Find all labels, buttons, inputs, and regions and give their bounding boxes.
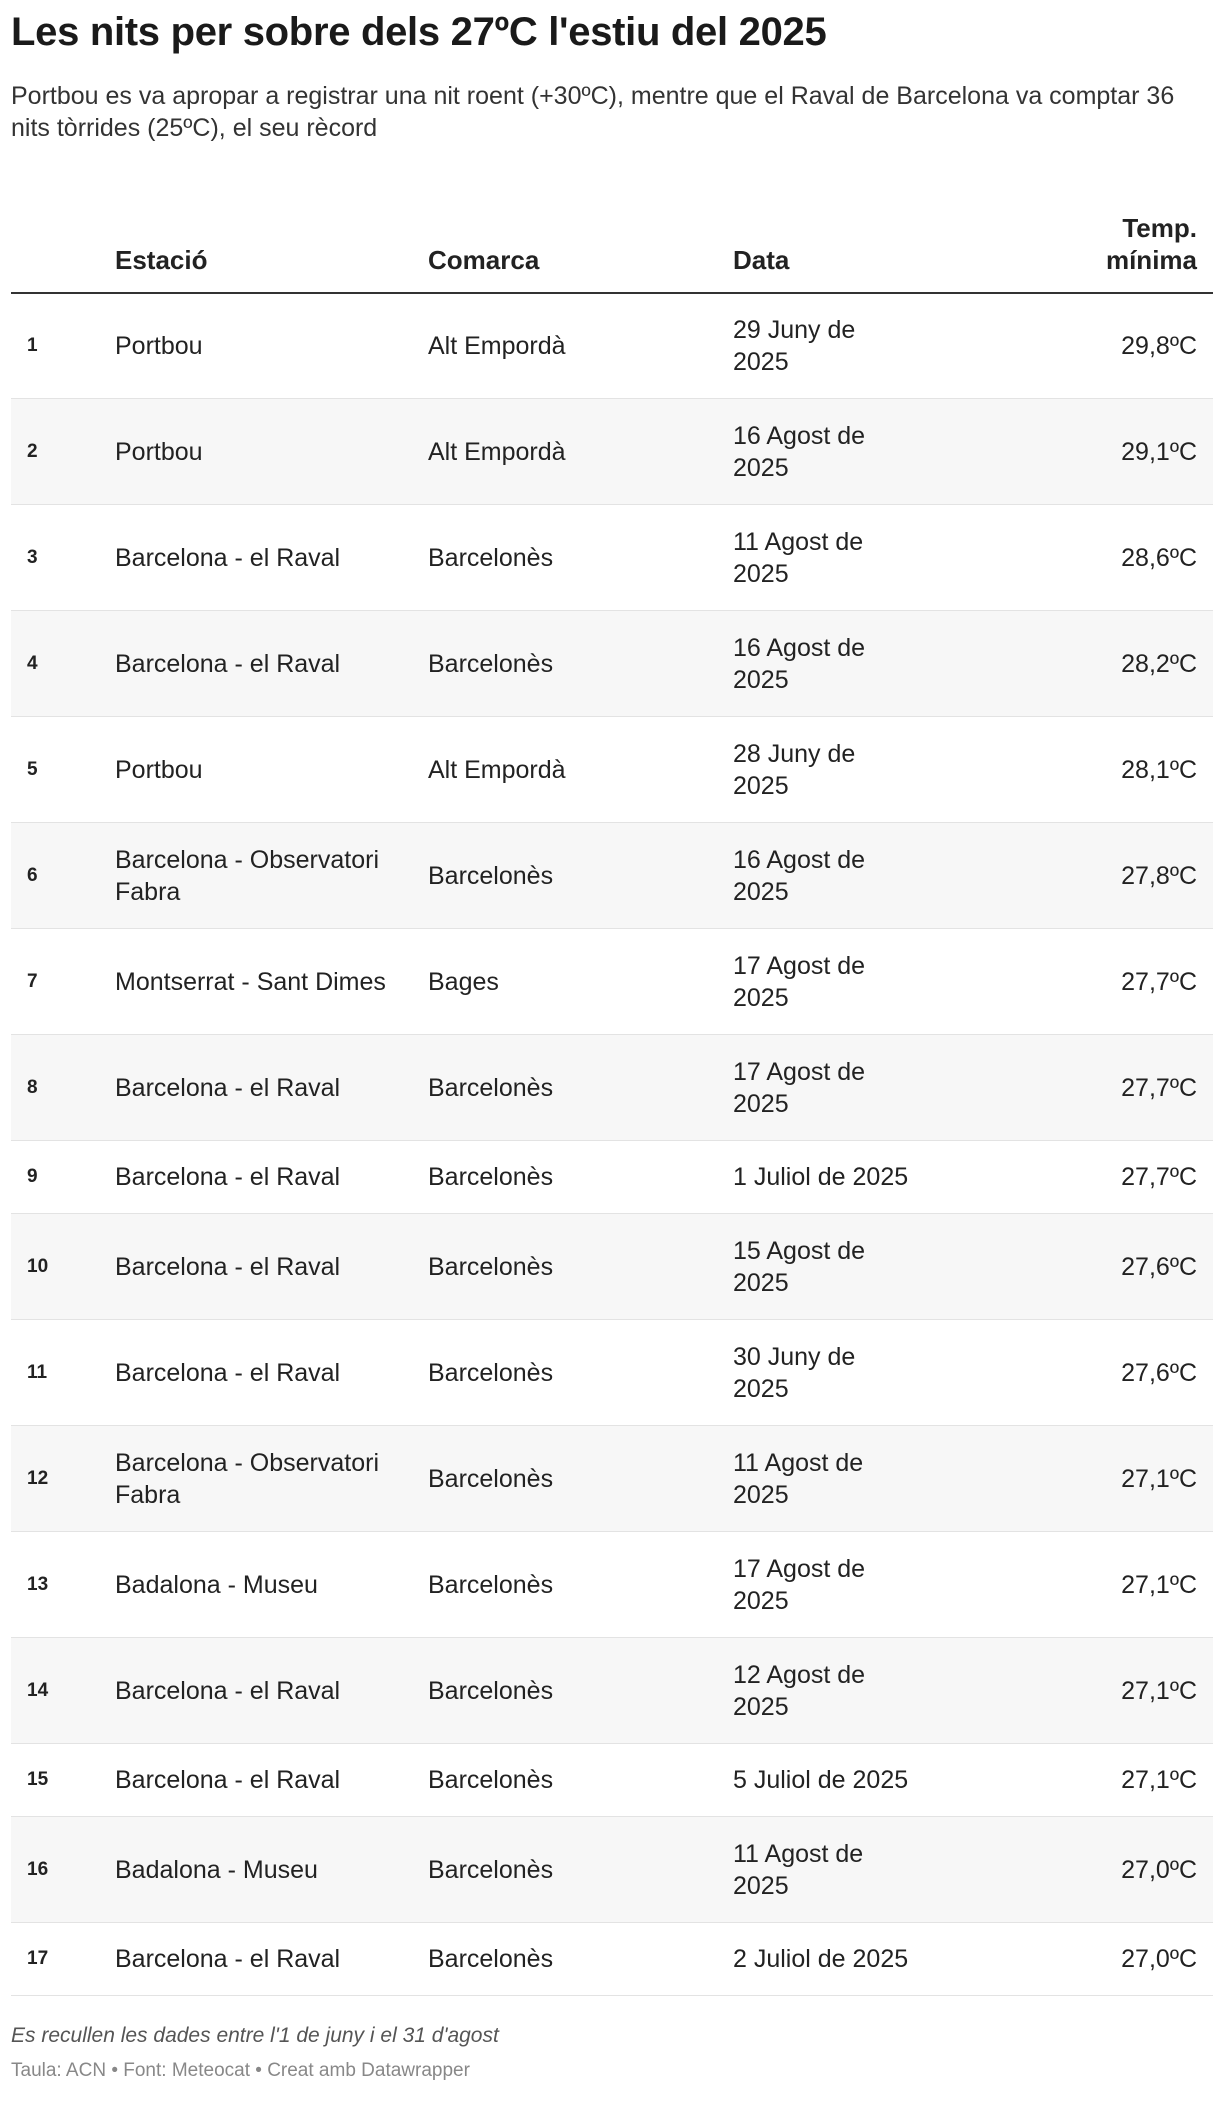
row-temperature: 27,6ºC	[1121, 1358, 1197, 1387]
table-row	[11, 1817, 1213, 1923]
row-comarca: Barcelonès	[428, 1945, 554, 1973]
row-temperature: 28,1ºC	[1121, 755, 1197, 784]
row-temperature: 27,7ºC	[1121, 1163, 1197, 1191]
row-date: 29 Juny de 2025	[733, 315, 856, 376]
row-date: 11 Agost de 2025	[733, 1448, 864, 1509]
table-row	[11, 929, 1213, 1035]
table-row	[11, 1214, 1213, 1320]
row-station: Portbou	[115, 755, 203, 784]
row-comarca: Barcelonès	[428, 649, 554, 678]
row-station: Badalona - Museu	[115, 1570, 318, 1599]
table-row	[11, 1141, 1213, 1214]
row-station: Barcelona - el Raval	[115, 1163, 341, 1191]
row-comarca: Bages	[428, 967, 499, 996]
row-comarca: Barcelonès	[428, 1766, 554, 1794]
column-header-comarca[interactable]: Comarca	[428, 245, 540, 275]
row-station: Barcelona - el Raval	[115, 649, 341, 678]
row-date: 17 Agost de 2025	[733, 951, 866, 1012]
row-comarca: Barcelonès	[428, 1358, 554, 1387]
row-station: Barcelona - Observatori Fabra	[115, 1448, 380, 1509]
row-date: 1 Juliol de 2025	[733, 1163, 909, 1191]
table-row	[11, 611, 1213, 717]
row-comarca: Barcelonès	[428, 1163, 554, 1191]
row-rank: 11	[27, 1361, 48, 1383]
table-credits: Taula: ACN • Font: Meteocat • Creat amb Datawrapper	[11, 2060, 470, 2081]
row-temperature: 27,1ºC	[1121, 1676, 1197, 1705]
row-rank: 9	[27, 1166, 38, 1187]
row-station: Barcelona - el Raval	[115, 1073, 341, 1102]
row-comarca: Barcelonès	[428, 543, 554, 572]
row-date: 5 Juliol de 2025	[733, 1766, 909, 1794]
row-temperature: 27,1ºC	[1121, 1570, 1197, 1599]
table-row	[11, 717, 1213, 823]
row-station: Barcelona - Observatori Fabra	[115, 845, 380, 906]
row-temperature: 27,6ºC	[1121, 1252, 1197, 1281]
row-comarca: Barcelonès	[428, 861, 554, 890]
row-comarca: Alt Empordà	[428, 331, 566, 360]
table-notes: Es recullen les dades entre l'1 de juny i el 31 d'agost	[11, 2024, 499, 2047]
row-temperature: 27,7ºC	[1121, 1073, 1197, 1102]
row-temperature: 29,1ºC	[1121, 437, 1197, 466]
row-temperature: 27,0ºC	[1121, 1945, 1197, 1973]
row-temperature: 28,6ºC	[1121, 543, 1197, 572]
row-date: 11 Agost de 2025	[733, 527, 864, 588]
column-header-station[interactable]: Estació	[115, 245, 208, 275]
row-comarca: Alt Empordà	[428, 755, 566, 784]
row-temperature: 28,2ºC	[1121, 649, 1197, 678]
row-comarca: Barcelonès	[428, 1570, 554, 1599]
row-rank: 2	[27, 440, 38, 462]
row-date: 16 Agost de 2025	[733, 633, 866, 694]
row-rank: 13	[27, 1573, 49, 1595]
row-temperature: 27,0ºC	[1121, 1855, 1197, 1884]
row-comarca: Barcelonès	[428, 1676, 554, 1705]
row-station: Barcelona - el Raval	[115, 543, 341, 572]
row-date: 12 Agost de 2025	[733, 1660, 866, 1721]
row-comarca: Barcelonès	[428, 1464, 554, 1493]
row-comarca: Alt Empordà	[428, 437, 566, 466]
row-station: Barcelona - el Raval	[115, 1676, 341, 1705]
row-rank: 1	[27, 334, 38, 356]
row-temperature: 27,1ºC	[1121, 1464, 1197, 1493]
row-rank: 15	[27, 1769, 49, 1790]
row-rank: 17	[27, 1948, 49, 1969]
table-row	[11, 505, 1213, 611]
table-header	[11, 196, 1213, 294]
row-date: 16 Agost de 2025	[733, 845, 866, 906]
row-station: Barcelona - el Raval	[115, 1252, 341, 1281]
row-date: 16 Agost de 2025	[733, 421, 866, 482]
row-comarca: Barcelonès	[428, 1073, 554, 1102]
chart-title: Les nits per sobre dels 27ºC l'estiu del 2025	[11, 10, 827, 54]
row-date: 28 Juny de 2025	[733, 739, 856, 800]
row-rank: 4	[27, 652, 38, 674]
chart-subtitle: Portbou es va apropar a registrar una nit roent (+30ºC), mentre que el Raval de Barcelona va comptar 36 nits tòrrides (25ºC), el seu rècord	[11, 82, 1175, 142]
row-station: Barcelona - el Raval	[115, 1945, 341, 1973]
table-row	[11, 1744, 1213, 1817]
row-rank: 5	[27, 758, 38, 780]
row-rank: 16	[27, 1858, 49, 1880]
row-station: Barcelona - el Raval	[115, 1358, 341, 1387]
row-station: Montserrat - Sant Dimes	[115, 967, 386, 996]
row-date: 17 Agost de 2025	[733, 1554, 866, 1615]
row-station: Portbou	[115, 331, 203, 360]
row-date: 2 Juliol de 2025	[733, 1945, 909, 1973]
row-temperature: 29,8ºC	[1121, 331, 1197, 360]
table-row	[11, 1320, 1213, 1426]
table-row	[11, 293, 1213, 399]
row-rank: 10	[27, 1255, 49, 1277]
row-station: Badalona - Museu	[115, 1855, 318, 1884]
table-row	[11, 399, 1213, 505]
row-rank: 8	[27, 1076, 38, 1098]
table-body	[11, 293, 1213, 1996]
row-rank: 3	[27, 546, 38, 568]
row-date: 15 Agost de 2025	[733, 1236, 866, 1297]
column-header-temperature[interactable]: Temp. mínima	[1105, 213, 1197, 275]
row-temperature: 27,7ºC	[1121, 967, 1197, 996]
table-row	[11, 823, 1213, 929]
row-temperature: 27,1ºC	[1121, 1766, 1197, 1794]
table-row	[11, 1426, 1213, 1532]
row-station: Portbou	[115, 437, 203, 466]
row-date: 17 Agost de 2025	[733, 1057, 866, 1118]
row-station: Barcelona - el Raval	[115, 1766, 341, 1794]
table-row	[11, 1035, 1213, 1141]
row-date: 11 Agost de 2025	[733, 1839, 864, 1900]
row-date: 30 Juny de 2025	[733, 1342, 856, 1403]
table-row	[11, 1923, 1213, 1996]
row-rank: 12	[27, 1467, 49, 1489]
row-comarca: Barcelonès	[428, 1855, 554, 1884]
row-rank: 7	[27, 970, 38, 992]
table-row	[11, 1638, 1213, 1744]
row-temperature: 27,8ºC	[1121, 861, 1197, 890]
row-rank: 6	[27, 864, 38, 886]
table-row	[11, 1532, 1213, 1638]
column-header-date[interactable]: Data	[733, 245, 790, 275]
row-comarca: Barcelonès	[428, 1252, 554, 1281]
row-rank: 14	[27, 1679, 49, 1701]
